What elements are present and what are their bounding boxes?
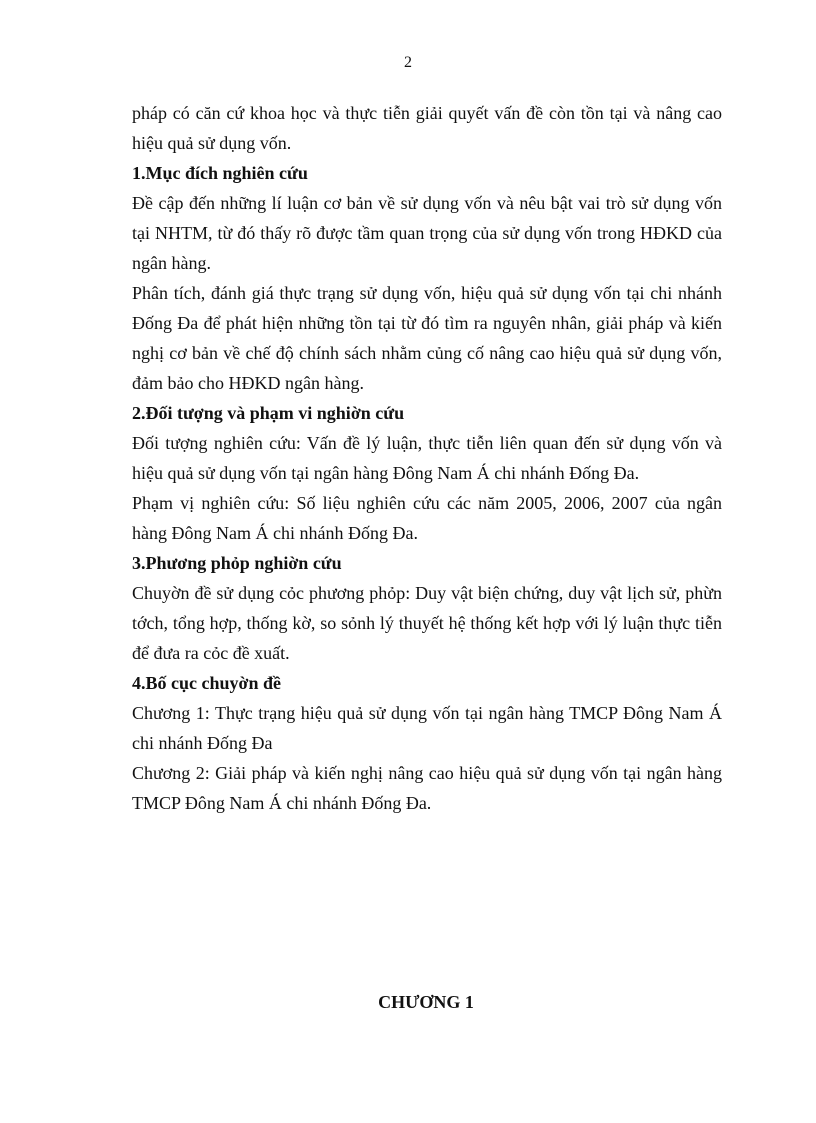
body-paragraph: Đối tượng nghiên cứu: Vấn đề lý luận, thực tiễn liên quan đến sử dụng vốn và hiệu quả sử dụng vốn tại ngân hàng Đông Nam Á chi nhánh Đống Đa.: [132, 433, 722, 483]
section-heading-purpose: 1.Mục đích nghiên cứu: [132, 163, 308, 183]
section-heading-scope: 2.Đối tượng và phạm vi nghiờn cứu: [132, 403, 405, 423]
section-heading-methods: 3.Phương phỏp nghiờn cứu: [132, 553, 342, 573]
section-heading-structure: 4.Bố cục chuyờn đề: [132, 673, 281, 693]
body-paragraph: Chương 1: Thực trạng hiệu quả sử dụng vốn tại ngân hàng TMCP Đông Nam Á chi nhánh Đống Đa: [132, 703, 722, 753]
document-body: [132, 98, 722, 818]
body-paragraph: Phân tích, đánh giá thực trạng sử dụng vốn, hiệu quả sử dụng vốn tại chi nhánh Đống Đa để phát hiện những tồn tại từ đó tìm ra nguyên nhân, giải pháp và kiến nghị cơ bản về chế độ chính sách nhằm củng cố nâng cao hiệu quả sử dụng vốn, đảm bảo cho HĐKD ngân hàng.: [132, 283, 722, 393]
chapter-heading: CHƯƠNG 1: [378, 992, 474, 1012]
page-number: 2: [404, 54, 412, 71]
body-paragraph: Chuyờn đề sử dụng cỏc phương phỏp: Duy vật biện chứng, duy vật lịch sử, phừn tớch, tổng hợp, thống kờ, so sỏnh lý thuyết hệ thống kết hợp với lý luận thực tiễn để đưa ra cỏc đề xuất.: [132, 583, 722, 663]
intro-paragraph: pháp có căn cứ khoa học và thực tiễn giải quyết vấn đề còn tồn tại và nâng cao hiệu quả sử dụng vốn.: [132, 103, 722, 153]
body-paragraph: Đề cập đến những lí luận cơ bản về sử dụng vốn và nêu bật vai trò sử dụng vốn tại NHTM, từ đó thấy rõ được tầm quan trọng của sử dụng vốn trong HĐKD của ngân hàng.: [132, 193, 722, 273]
body-paragraph: Chương 2: Giải pháp và kiến nghị nâng cao hiệu quả sử dụng vốn tại ngân hàng TMCP Đông Nam Á chi nhánh Đống Đa.: [132, 763, 722, 813]
body-paragraph: Phạm vị nghiên cứu: Số liệu nghiên cứu các năm 2005, 2006, 2007 của ngân hàng Đông Nam Á chi nhánh Đống Đa.: [132, 493, 722, 543]
